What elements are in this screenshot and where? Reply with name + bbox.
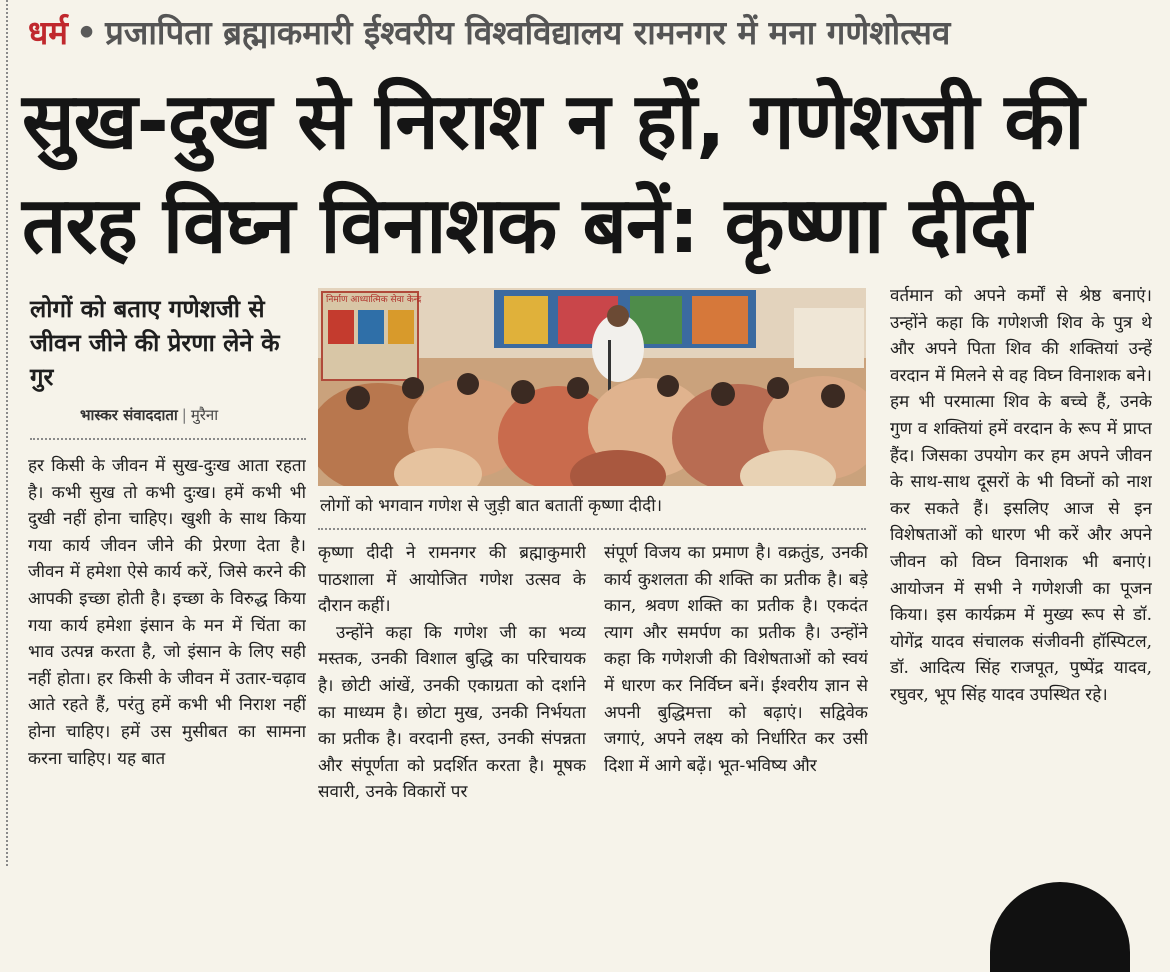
column-4-paragraph-1: वर्तमान को अपने कर्मों से श्रेष्ठ बनाएं। उन्होंने कहा कि गणेशजी शिव के पुत्र थे और अपने पिता शिव की शक्तियां उन्हें वरदान में मिलने से वह विघ्न विनाशक बने। हम भी परमात्मा शिव के बच्चे हैं, उनके गुण व शक्तियां हमें वरदान के रूप में प्राप्त हैंद। जिसका उपयोग कर हम अपने जीवन के साथ-साथ दूसरों के भी विघ्नों को नाश कर सकते हैं। इसलिए आज से इन विशेषताओं को धारण भी करें और अपने जीवन को विघ्न विनाशक भी बनाएं। आयोजन में सभी ने गणेशजी का पूजन किया। इस कार्यक्रम में मुख्य रूप से डॉ. योगेंद्र यादव संचालक संजीवनी हॉस्पिटल, डॉ. आदित्य सिंह राजपूत, पुष्पेंद्र यादव, रघुवर, भूप सिंह यादव उपस्थित रहे।	[890, 286, 1152, 705]
column-3-paragraph-1: संपूर्ण विजय का प्रमाण है। वक्रतुंड, उनकी कार्य कुशलता की शक्ति का प्रतीक है। बड़े कान, श्रवण शक्ति का प्रतीक है। एकदंत त्याग और समर्पण का प्रतीक है। उन्होंने कहा कि गणेशजी की विशेषताओं को स्वयं में धारण कर निर्विघ्न बनें। ईश्वरीय ज्ञान से अपनी बुद्धिमत्ता को बढ़ाएं। सद्विवेक जगाएं, अपने लक्ष्य को निर्धारित कर उसी दिशा में आगे बढ़ें। भूत-भविष्य और	[604, 543, 868, 776]
byline-reporter: भास्कर संवाददाता	[80, 406, 178, 424]
page-edge-dotted-rule	[6, 0, 8, 866]
article-column-4	[890, 283, 1152, 903]
headline-line-2: तरह विघ्न विनाशक बनें: कृष्णा दीदी	[22, 181, 1031, 271]
section-label: धर्म	[28, 13, 69, 52]
article-column-2	[318, 540, 586, 900]
photo-banner-text: निर्माण आध्यात्मिक सेवा केन्द्र	[326, 295, 422, 305]
byline-divider	[30, 438, 306, 440]
byline-place: मुरैना	[190, 406, 219, 424]
kicker-bullet: •	[76, 13, 98, 52]
article-photo	[318, 288, 866, 486]
column-2-paragraph-1: कृष्णा दीदी ने रामनगर की ब्रह्माकुमारी पाठशाला में आयोजित गणेश उत्सव के दौरान कहीं।	[318, 543, 586, 617]
photo-caption: लोगों को भगवान गणेश से जुड़ी बात बतातीं कृष्णा दीदी।	[320, 496, 663, 516]
headline	[22, 70, 1152, 278]
headline-line-1: सुख-दुख से निराश न हों, गणेशजी की	[22, 77, 1084, 167]
article-column-1	[28, 453, 306, 893]
article-column-3	[604, 540, 868, 900]
byline	[80, 405, 310, 425]
column-2-paragraph-2: उन्होंने कहा कि गणेश जी का भव्य मस्तक, उनकी विशाल बुद्धि का परिचायक है। छोटी आंखें, उनकी एकाग्रता को दर्शाने का माध्यम है। छोटा मुख, उनकी निर्भयता का प्रतीक है। वरदानी हस्त, उनकी संपन्नता और संपूर्णता को प्रदर्शित करता है। मूषक सवारी, उनके विकारों पर	[318, 622, 586, 803]
kicker-line	[28, 8, 1148, 58]
byline-separator: |	[181, 406, 187, 424]
photo-illustration	[318, 288, 866, 486]
column-1-paragraph-1: हर किसी के जीवन में सुख-दुःख आता रहता है। कभी सुख तो कभी दुःख। हमें कभी भी दुखी नहीं होना चाहिए। खुशी के साथ किया गया कार्य जीवन जीने की प्रेरणा देता है। जीवन में हमेशा ऐसे कार्य करें, जिसे करने की आपकी इच्छा होती है। इच्छा के विरुद्ध किया गया कार्य हमेशा इंसान के मन में चिंता का भाव उत्पन्न करता है, जो इंसान के लिए सही नहीं होता। हर किसी के जीवन में उतार-चढ़ाव आते रहते हैं, परंतु हमें कभी भी निराश नहीं होना चाहिए। हमें उस मुसीबत का सामना करना चाहिए। यह बात	[28, 456, 306, 769]
kicker-text: प्रजापिता ब्रह्माकमारी ईश्वरीय विश्वविद्यालय रामनगर में मना गणेशोत्सव	[105, 13, 951, 52]
caption-divider	[318, 528, 866, 530]
subheadline: लोगों को बताए गणेशजी से जीवन जीने की प्रेरणा लेने के गुर	[30, 295, 280, 391]
